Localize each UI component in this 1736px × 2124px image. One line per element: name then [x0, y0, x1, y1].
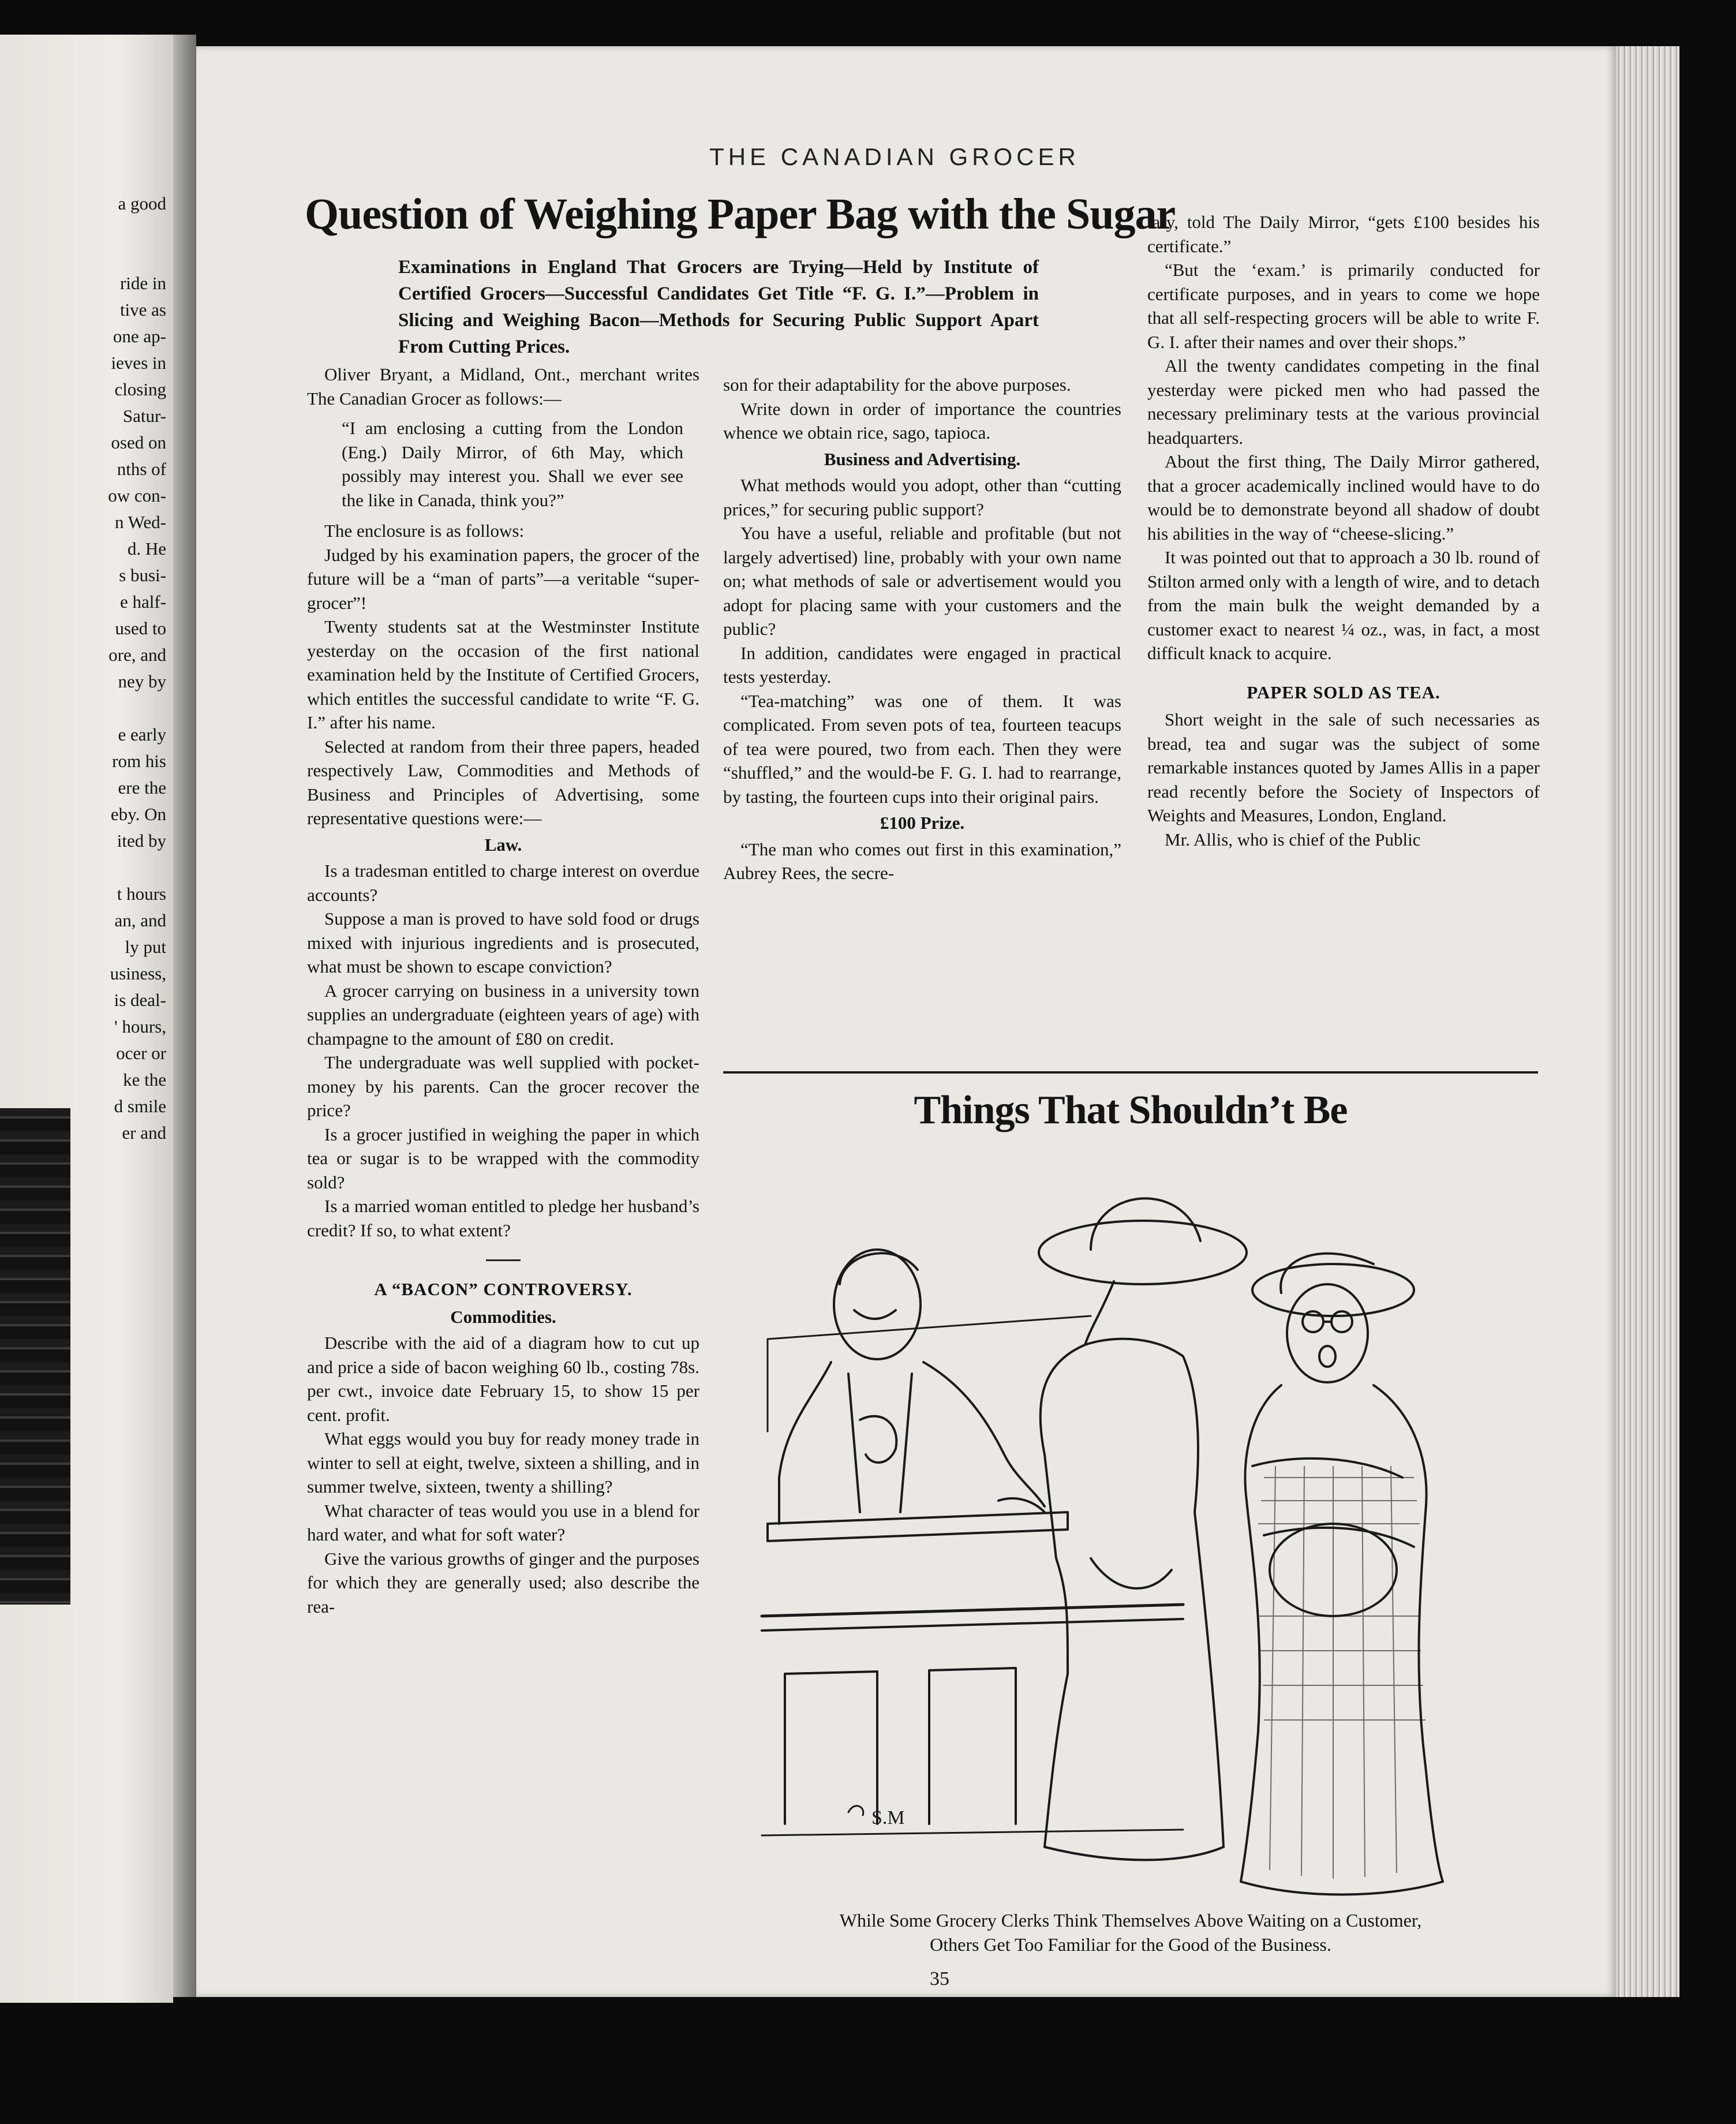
- paragraph: Give the various growths of ginger and the purposes for which they are generally used; also describe the rea-: [307, 1548, 699, 1617]
- paragraph: About the first thing, The Daily Mirror gathered, that a grocer academically inclined would have to do would be to demonstrate beyond all shadow of doubt his abilities in the way of “cheese-slicing.”: [1147, 451, 1540, 544]
- previous-page-text-fragment: used to: [115, 618, 166, 638]
- previous-page-text-fragment: ore, and: [108, 645, 166, 665]
- section-divider: [486, 1259, 521, 1261]
- previous-page-text-fragment: closing: [114, 379, 166, 399]
- previous-page-text-fragment: tive as: [119, 300, 166, 320]
- section-heading-prize: £100 Prize.: [880, 813, 965, 833]
- previous-page-text-fragment: is deal-: [114, 990, 166, 1010]
- quoted-letter: “I am enclosing a cutting from the London (Eng.) Daily Mirror, of 6th May, which possibly may interest you. Shall we ever see the like in Canada, think you?”: [342, 418, 683, 510]
- section-heading-paper-sold-as-tea: PAPER SOLD AS TEA.: [1247, 682, 1441, 702]
- section-heading-commodities: Commodities.: [450, 1306, 556, 1327]
- paragraph: The undergraduate was well supplied with pocket-money by his parents. Can the grocer recover the price?: [307, 1052, 699, 1120]
- paragraph: What eggs would you buy for ready money trade in winter to sell at eight, twelve, sixteen a shilling, and in summer twelve, sixteen, twenty a shilling?: [307, 1429, 699, 1497]
- page-stack-edge: [1616, 46, 1679, 1997]
- article-deck: Examinations in England That Grocers are Trying—Held by Institute of Certified Grocers—Successful Candidates Get Title “F. G. I.”—Problem in Slicing and Weighing Bacon—Methods for Securing Public Support Apart From Cutting Prices.: [398, 257, 1039, 357]
- previous-page-text-fragment: rom his: [112, 751, 166, 771]
- previous-page-text-fragment: osed on: [111, 432, 166, 453]
- paragraph: It was pointed out that to approach a 30 lb. round of Stilton armed only with a length of wire, and to detach from the main bulk the weight demanded by a customer exact to nearest ¼ oz., was, in fact, a most difficult knack to acquire.: [1147, 547, 1540, 663]
- cartoon-divider-rule: [723, 1071, 1538, 1074]
- running-head: THE CANADIAN GROCER: [709, 143, 1080, 170]
- page-number: 35: [930, 1968, 949, 1990]
- previous-page-text-fragment: ' hours,: [114, 1016, 166, 1037]
- article-column-2: [723, 373, 1121, 885]
- paragraph: The enclosure is as follows:: [324, 521, 525, 541]
- paragraph: Short weight in the sale of such necessaries as bread, tea and sugar was the subject of some remarkable instances quoted by James Allis in a paper read recently before the Society of Inspectors of Weights and Measures, London, England.: [1147, 709, 1540, 825]
- paragraph: Describe with the aid of a diagram how to cut up and price a side of bacon weighing 60 lb., costing 78s. per cwt., invoice date February 15, to show 15 per cent. profit.: [307, 1333, 699, 1425]
- previous-page-text-fragment: an, and: [114, 910, 166, 930]
- cartoon-title: Things That Shouldn’t Be: [914, 1088, 1348, 1132]
- paragraph: Write down in order of importance the countries whence we obtain rice, sago, tapioca.: [723, 398, 1121, 443]
- previous-page-text-fragment: e half-: [119, 592, 166, 612]
- article-column-3: [1147, 210, 1540, 851]
- previous-page-text-fragment: ly put: [125, 937, 166, 957]
- woman-figure: [1039, 1198, 1247, 1860]
- artist-signature: S.M: [871, 1807, 905, 1828]
- section-heading-bacon: A “BACON” CONTROVERSY.: [374, 1279, 633, 1299]
- section-heading-business: Business and Advertising.: [824, 448, 1021, 469]
- previous-page-text-fragment: e early: [118, 724, 166, 745]
- previous-page-text-fragment: d smile: [114, 1096, 166, 1116]
- caption-line-2: Others Get Too Familiar for the Good of the Business.: [930, 1934, 1331, 1955]
- paragraph: A grocer carrying on business in a university town supplies an undergraduate (eighteen years of age) with champagne to the amount of £80 on credit.: [307, 980, 699, 1049]
- clerk-figure: [779, 1250, 1045, 1524]
- previous-page-text-fragment: er and: [122, 1123, 166, 1143]
- cartoon-illustration: [744, 1154, 1524, 1905]
- paragraph: All the twenty candidates competing in the final yesterday were picked men who had passed the necessary preliminary tests at the various provincial headquarters.: [1147, 356, 1540, 448]
- paragraph: Is a tradesman entitled to charge interest on overdue accounts?: [307, 861, 699, 905]
- previous-page-text-fragment: ke the: [123, 1070, 166, 1090]
- section-heading-law: Law.: [484, 834, 522, 855]
- paragraph: In addition, candidates were engaged in practical tests yesterday.: [723, 642, 1121, 687]
- paragraph: “The man who comes out first in this examination,” Aubrey Rees, the secre-: [723, 839, 1121, 883]
- paragraph: What character of teas would you use in a blend for hard water, and what for soft water?: [307, 1500, 699, 1545]
- previous-page-text-fragment: ere the: [118, 777, 166, 798]
- previous-page-text-fragment: a good: [118, 193, 166, 214]
- caption-line-1: While Some Grocery Clerks Think Themselves Above Waiting on a Customer,: [839, 1910, 1422, 1931]
- paragraph: Twenty students sat at the Westminster Institute yesterday on the occasion of the first national examination held by the Institute of Certified Grocers, which entitles the successful candidate to write “F. G. I.” after his name.: [307, 616, 699, 732]
- paragraph: What methods would you adopt, other than “cutting prices,” for securing public support?: [723, 475, 1121, 519]
- paragraph: Is a married woman entitled to pledge her husband’s credit? If so, to what extent?: [307, 1196, 699, 1240]
- binding-gutter: [173, 35, 196, 1997]
- paragraph: son for their adaptability for the above purposes.: [723, 375, 1071, 395]
- previous-page-text-fragment: t hours: [117, 884, 166, 904]
- paragraph: Judged by his examination papers, the grocer of the future will be a “man of parts”—a veritable “super-grocer”!: [307, 544, 699, 613]
- paragraph: Is a grocer justified in weighing the paper in which tea or sugar is to be wrapped with the commodity sold?: [307, 1124, 699, 1192]
- paragraph: Mr. Allis, who is chief of the Public: [1165, 829, 1421, 850]
- cartoon-caption: [723, 1908, 1538, 1957]
- previous-page-text-fragment: ride in: [119, 273, 166, 293]
- paragraph: You have a useful, reliable and profitable (but not largely advertised) line, probably with your own name on; what methods of sale or advertisement would you adopt for placing same with your customers and the public?: [723, 523, 1121, 639]
- previous-page-photo: [0, 1108, 70, 1605]
- previous-page-text-fragment: ney by: [118, 671, 166, 691]
- article-headline: Question of Weighing Paper Bag with the Sugar: [305, 190, 1176, 238]
- article-column-1: [307, 362, 699, 1618]
- previous-page-text-fragment: d. He: [127, 539, 166, 559]
- previous-page-text-fragment: ited by: [117, 831, 166, 851]
- previous-page-text-fragment: usiness,: [110, 963, 166, 984]
- previous-page-text-fragment: Satur-: [122, 406, 166, 426]
- previous-page-text-fragment: s busi-: [119, 565, 166, 585]
- previous-page-text-fragment: eby. On: [110, 804, 166, 824]
- previous-page-text-fragment: ieves in: [111, 353, 166, 373]
- paragraph: Oliver Bryant, a Midland, Ont., merchant writes The Canadian Grocer as follows:—: [307, 364, 699, 409]
- paragraph: tary, told The Daily Mirror, “gets £100 besides his certificate.”: [1147, 212, 1540, 256]
- paragraph: Selected at random from their three papers, headed respectively Law, Commodities and Methods of Business and Principles of Advertising, some representative questions were:—: [307, 736, 699, 828]
- previous-page-text-fragment: nths of: [117, 459, 166, 479]
- paragraph: “But the ‘exam.’ is primarily conducted for certificate purposes, and in years to come we hope that all self-respecting grocers will be able to write F. G. I. after their names and over their shops.”: [1147, 260, 1540, 352]
- previous-page-strip: [0, 35, 173, 2003]
- paragraph: Suppose a man is proved to have sold food or drugs mixed with injurious ingredients and is prosecuted, what must be shown to escape conviction?: [307, 908, 699, 977]
- previous-page-text-fragment: n Wed-: [114, 512, 166, 532]
- previous-page-text-fragment: one ap-: [113, 326, 166, 346]
- previous-page-text-fragment: ow con-: [108, 485, 166, 506]
- paragraph: “Tea-matching” was one of them. It was complicated. From seven pots of tea, fourteen teacups of tea were poured, two from each. Then they were “shuffled,” and the would-be F. G. I. had to rearrange, by tasting, the fourteen cups into their original pairs.: [723, 690, 1121, 807]
- previous-page-text-fragment: ocer or: [116, 1043, 166, 1063]
